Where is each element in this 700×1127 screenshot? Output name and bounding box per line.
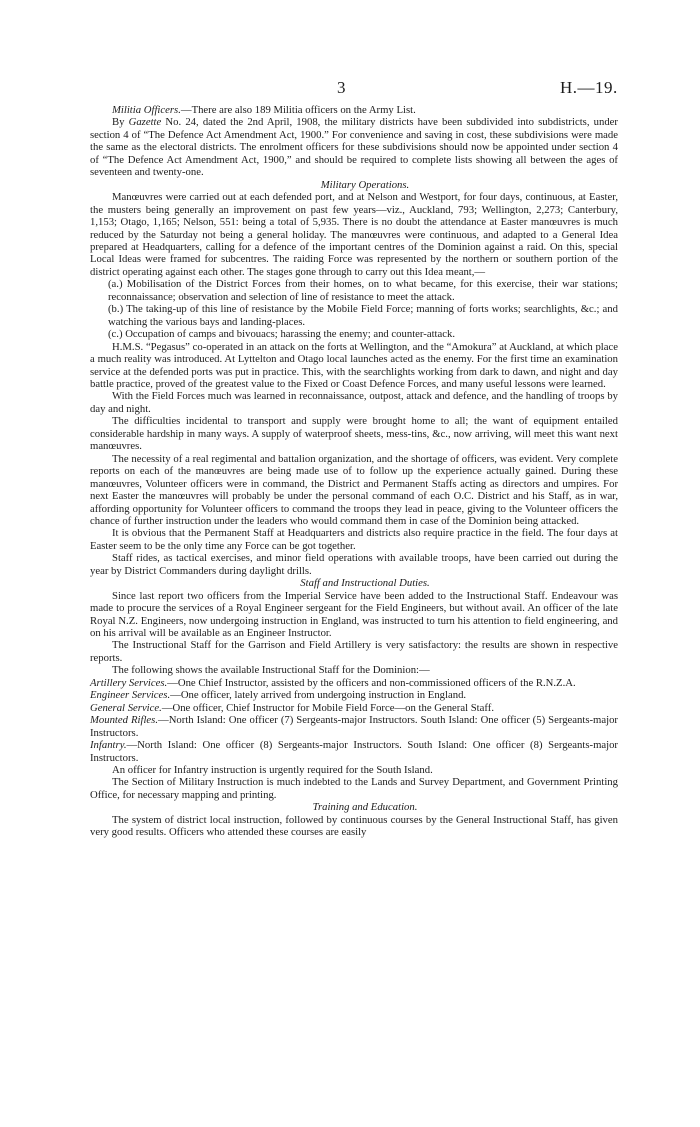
military-operations-paragraph-1: Manœuvres were carried out at each defended port, and at Nelson and Westport, for four days, continuous, at Easter, the musters being generally an improvement on past few years—viz., Auckland, 793; Wellington, 2,273; Canterbury, 1,153; Otago, 1,165; Nelson, 551: being a total of 5,935. There is no doubt the attendance at Easter manœuvres is much reduced by the Saturday not being a general holiday. The manœuvres were continuous, and adapted to a General Idea prepared at Headquarters, calling for a defence of the important centres of the Dominion against a raid. On this, special Local Ideas were framed for subcentres. The raiding Force was represented by the northern or southern portion of the district operating against each other. The stages gone through to carry out this Idea meant,—	[90, 191, 618, 278]
page-number: 3	[337, 78, 346, 97]
staff-duties-paragraph-4: An officer for Infantry instruction is urgently required for the South Island.	[112, 764, 433, 777]
stage-marker: (c.)	[108, 328, 123, 341]
staff-item-engineer	[90, 689, 618, 701]
military-operations-paragraph-5: The necessity of a real regimental and battalion organization, and the shortage of officers, was evident. Very complete reports on each of the manœuvres are being made use of to follow up the experience actually gained. During these manœuvres, Volunteer officers were in command, the District and Permanent Staffs acting as directors and umpires. For next Easter the manœuvres will probably be under the personal command of each O.C. District and his Staff, as in war, affording opportunity for Volunteer officers to command the troops they lead in peace, giving to the Volunteer officers the chance of further instruction under the leaders who would command them in case of the Dominion being attacked.	[90, 452, 618, 527]
staff-duties-paragraph-3: The following shows the available Instructional Staff for the Dominion:—	[112, 664, 430, 677]
military-operations-paragraph-3: With the Field Forces much was learned in reconnaissance, outpost, attack and defence, and the handling of troops by day and night.	[90, 390, 618, 415]
staff-item-infantry	[90, 739, 618, 764]
military-operations-paragraph-4: The difficulties incidental to transport and supply were brought home to all; the want of equipment entailed considerable hardship in many ways. A supply of waterproof sheets, mess-tins, &c., now arriving, will meet this want next manœuvres.	[90, 415, 618, 453]
military-operations-heading: Military Operations.	[320, 178, 410, 191]
staff-item-text: —One officer, Chief Instructor for Mobile Field Force—on the General Staff.	[161, 701, 494, 714]
staff-item-general	[90, 702, 618, 714]
gazette-text: No. 24, dated the 2nd April, 1908, the military districts have been subdivided into subdistricts, under section 4 of “The Defence Act Amendment Act, 1900.” For convenience and saving in cost, these subdivisions were made the same as the electoral districts. The enrolment officers for these subdivisions should now be appointed under section 4 of “The Defence Act Amendment Act, 1900,” and should be required to complete lists showing all between the ages of seventeen and twenty-one.	[90, 116, 618, 179]
training-heading: Training and Education.	[312, 801, 418, 814]
stage-item-a	[90, 278, 618, 303]
staff-duties-heading: Staff and Instructional Duties.	[300, 577, 430, 590]
military-operations-paragraph-2: H.M.S. “Pegasus” co-operated in an attack on the forts at Wellington, and the “Amokura” at Auckland, at which place a much reality was introduced. At Lyttelton and Otago local launches acted as the enemy. For the first time an examination service at the defended ports was put in practice. This, with the searchlights working from dark to dawn, and night and day battle practice, proved of the greatest value to the Fixed or Coast Defence Forces, and many useful lessons were learned.	[90, 340, 618, 390]
staff-item-text: —One Chief Instructor, assisted by the officers and non-commissioned officers of the R.N.Z.A.	[167, 676, 576, 689]
staff-item-title: Mounted Rifles.	[90, 714, 159, 727]
staff-duties-paragraph-1: Since last report two officers from the Imperial Service have been added to the Instructional Staff. Endeavour was made to procure the services of a Royal Engineer sergeant for the Field Engineers, but without avail. An officer of the late Royal N.Z. Engineers, now undergoing instruction in England, was instructed to turn his attention to field engineering, and on his arrival will be available as an Engineer Instructor.	[90, 589, 618, 640]
gazette-paragraph	[90, 116, 618, 178]
militia-paragraph	[90, 104, 618, 116]
document-reference: H.—19.	[560, 78, 618, 97]
stage-item-c	[90, 328, 618, 340]
gazette-lead: By	[112, 116, 129, 129]
stage-marker: (a.)	[108, 278, 123, 291]
staff-item-text: —One officer, lately arrived from undergoing instruction in England.	[170, 689, 467, 702]
staff-item-title: General Service.	[90, 701, 162, 714]
stage-text: Mobilisation of the District Forces from their homes, on to what became, for this exercise, their war stations; reconnaissance; observation and selection of line of resistance to meet the attack.	[108, 278, 619, 303]
militia-text: —There are also 189 Militia officers on the Army List.	[180, 104, 416, 116]
militia-title: Militia Officers.	[112, 104, 181, 116]
staff-duties-paragraph-2: The Instructional Staff for the Garrison and Field Artillery is very satisfactory: the results are shown in respective reports.	[90, 639, 618, 664]
stage-text: Occupation of camps and bivouacs; harassing the enemy; and counter-attack.	[125, 328, 456, 341]
military-operations-paragraph-7: Staff rides, as tactical exercises, and minor field operations with available troops, have been carried out during the year by District Commanders during daylight drills.	[90, 552, 618, 577]
staff-item-text: —North Island: One officer (8) Sergeants-major Instructors. South Island: One officer (8) Sergeants-major Instructors.	[90, 739, 618, 764]
staff-item-text: —North Island: One officer (7) Sergeants-major Instructors. South Island: One officer (5) Sergeants-major Instructors.	[90, 714, 618, 739]
staff-item-title: Infantry.	[90, 739, 127, 752]
gazette-italic: Gazette	[128, 116, 162, 129]
staff-item-artillery	[90, 677, 618, 689]
document-body	[90, 104, 618, 839]
staff-item-mounted-rifles	[90, 714, 618, 739]
staff-item-title: Artillery Services.	[90, 676, 168, 689]
stage-marker: (b.)	[108, 303, 124, 316]
staff-item-title: Engineer Services.	[90, 689, 171, 702]
stage-text: The taking-up of this line of resistance by the Mobile Field Force; manning of forts works; searchlights, &c.; and watching the various bays and landing-places.	[108, 303, 618, 328]
stage-item-b	[90, 303, 618, 328]
staff-duties-paragraph-5: The Section of Military Instruction is much indebted to the Lands and Survey Department, and Government Printing Office, for necessary mapping and printing.	[90, 776, 618, 801]
military-operations-paragraph-6: It is obvious that the Permanent Staff at Headquarters and districts also require practice in the field. The four days at Easter seem to be the only time any Force can be got together.	[90, 527, 618, 552]
training-paragraph-1: The system of district local instruction, followed by continuous courses by the General Instructional Staff, has given very good results. Officers who attended these courses are easily	[90, 813, 618, 839]
